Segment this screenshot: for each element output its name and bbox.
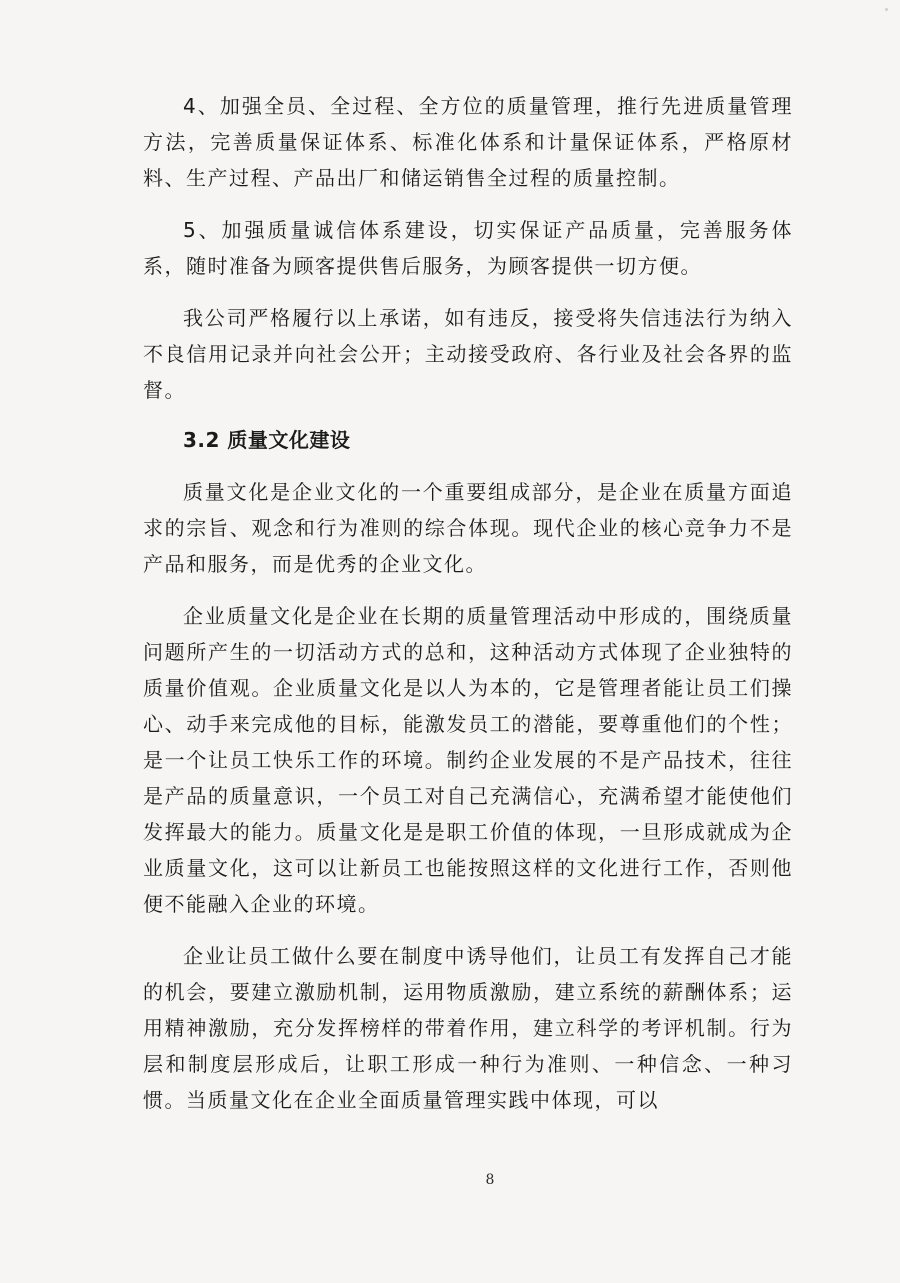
paragraph-quality-culture-detail: 企业质量文化是企业在长期的质量管理活动中形成的，围绕质量问题所产生的一切活动方式的总和，这种活动方式体现了企业独特的质量价值观。企业质量文化是以人为本的，它是管理者能让员工们操心、动手来完成他的目标，能激发员工的潜能，要尊重他们的个性；是一个让员工快乐工作的环境。制约企业发展的不是产品技术，往往是产品的质量意识，一个员工对自己充满信心，充满希望才能使他们发挥最大的能力。质量文化是是职工价值的体现，一旦形成就成为企业质量文化，这可以让新员工也能按照这样的文化进行工作，否则他便不能融入企业的环境。 bbox=[143, 604, 793, 916]
paragraph-incentive-system: 企业让员工做什么要在制度中诱导他们，让员工有发挥自己才能的机会，要建立激励机制，运用物质激励，建立系统的薪酬体系；运用精神激励，充分发挥榜样的带着作用，建立科学的考评机制。行为层和制度层形成后，让职工形成一种行为准则、一种信念、一种习惯。当质量文化在企业全面质量管理实践中体现，可以 bbox=[143, 944, 793, 1112]
paragraph-commitment-4: 4、加强全员、全过程、全方位的质量管理，推行先进质量管理方法，完善质量保证体系、标准化体系和计量保证体系，严格原材料、生产过程、产品出厂和储运销售全过程的质量控制。 bbox=[143, 94, 793, 190]
scan-speck bbox=[885, 8, 888, 11]
paragraph-pledge: 我公司严格履行以上承诺，如有违反，接受将失信违法行为纳入不良信用记录并向社会公开；主动接受政府、各行业及社会各界的监督。 bbox=[143, 306, 793, 402]
page-number: 8 bbox=[485, 1172, 495, 1188]
paragraph-quality-culture-intro: 质量文化是企业文化的一个重要组成部分，是企业在质量方面追求的宗旨、观念和行为准则的综合体现。现代企业的核心竞争力不是产品和服务，而是优秀的企业文化。 bbox=[143, 480, 793, 576]
page-content bbox=[143, 88, 793, 1134]
section-heading: 3.2 质量文化建设 bbox=[183, 428, 351, 452]
paragraph-commitment-5: 5、加强质量诚信体系建设，切实保证产品质量，完善服务体系，随时准备为顾客提供售后服务，为顾客提供一切方便。 bbox=[143, 218, 793, 278]
